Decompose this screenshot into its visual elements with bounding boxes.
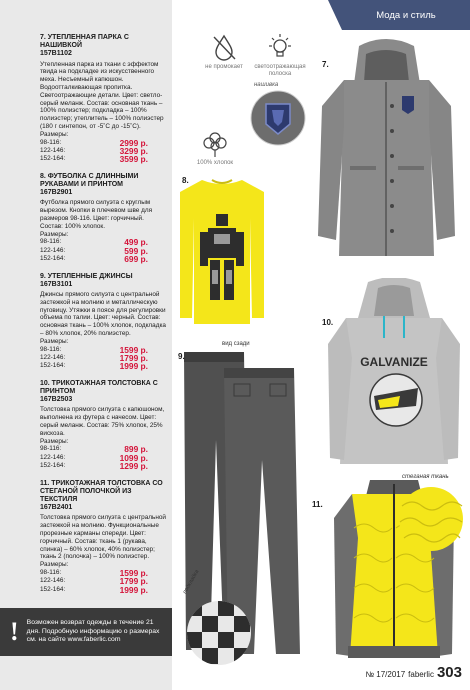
- product-number-8: 8.: [182, 176, 189, 185]
- quilted-label: стеганая ткань: [402, 474, 449, 480]
- product-item: [40, 34, 166, 164]
- product-code: 167B2503: [40, 396, 73, 404]
- waterproof-label: не промокает: [205, 64, 243, 70]
- patch-label: нашивка: [254, 82, 279, 88]
- price: 1299 р.: [119, 461, 148, 472]
- size-range: 98-116:: [40, 345, 62, 353]
- yellow-tshirt-image: [178, 178, 266, 326]
- size-range: 152-164:: [40, 585, 66, 593]
- product-title: 9. УТЕПЛЕННЫЕ ДЖИНСЫ: [40, 272, 133, 280]
- product-description: Футболка прямого силуэта с круглым вырезом. Кнопки в плечевом шве для размеров 98-116. Цвет: горчичный. Состав: 100% хлопок.: [40, 199, 153, 230]
- price-row: [40, 155, 148, 163]
- waterproof-feature: [196, 32, 252, 71]
- product-number-11: 11.: [312, 500, 323, 509]
- product-title: 8. ФУТБОЛКА С ДЛИННЫМИ РУКАВАМИ И ПРИНТОМ: [40, 172, 139, 188]
- product-number-7: 7.: [322, 60, 329, 69]
- product-item: [40, 273, 166, 371]
- product-code: 167B2901: [40, 189, 73, 197]
- section-header: [342, 0, 470, 30]
- svg-text:GALVANIZE: GALVANIZE: [360, 355, 428, 369]
- notice-text: Возможен возврат одежды в течение 21 дня. Подробную информацию о размерах см. на сайте www.faberlic.com: [26, 619, 160, 644]
- lining-fabric-closeup: [186, 600, 252, 666]
- price: 1599 р.: [119, 568, 148, 579]
- reflective-label: светоотражающая полоска: [254, 64, 306, 77]
- quilted-fabric-closeup: [398, 486, 464, 552]
- return-notice: [0, 608, 172, 656]
- product-description: Джинсы прямого силуэта с центральной застежкой на молнию и металлическую пуговицу. Утяжки в поясе для регулировки объема по талии. Цвет: черный. Состав: основная ткань – 100% хлопок, подкладка – 80% хлопок, 20% полиэстер.: [40, 291, 166, 337]
- price: 1099 р.: [119, 452, 148, 463]
- size-range: 122-146:: [40, 453, 66, 461]
- parka-image: [314, 36, 459, 266]
- lining-label: подкладка: [182, 568, 201, 595]
- price-row: [40, 462, 148, 470]
- sizes-label: Размеры:: [40, 561, 69, 569]
- sizes-label: Размеры:: [40, 337, 69, 345]
- sizes-label: Размеры:: [40, 437, 69, 445]
- price: 1999 р.: [119, 361, 148, 372]
- size-range: 98-116:: [40, 138, 62, 146]
- size-range: 122-146:: [40, 577, 66, 585]
- product-description: Толстовка прямого силуэта с капюшоном, выполнена из футера с начесом. Цвет: серый меланж. Состав: 75% хлопок, 25% вискоза.: [40, 406, 165, 437]
- gray-hoodie-image: [326, 278, 462, 470]
- page-number: 303: [436, 664, 462, 681]
- price: 699 р.: [124, 254, 148, 265]
- price: 1999 р.: [119, 584, 148, 595]
- product-item: [40, 380, 166, 471]
- product-number-10: 10.: [322, 318, 334, 327]
- back-view-label: вид сзади: [222, 341, 250, 347]
- size-range: 152-164:: [40, 462, 66, 470]
- lightbulb-icon: [265, 32, 295, 62]
- cotton-label: 100% хлопок: [196, 160, 234, 166]
- price: 499 р.: [124, 237, 148, 248]
- price-row: [40, 362, 148, 370]
- price-row: [40, 255, 148, 263]
- product-code: 157B1102: [40, 50, 72, 58]
- product-description: Утепленная парка из ткани с эффектом твида на подкладке из искусственного меха. Несъемный капюшон. Водоотталкивающая пропитка. Светоотражающие детали. Цвет: светло-серый меланж. Состав: основная ткань – 100% полиэстер; подкладка – 100% полиэстер; утеплитель – 100% полиэстер (180 г синтепон, от -5˚С до -15˚С).: [40, 60, 164, 130]
- product-item: [40, 173, 166, 264]
- product-item: [40, 480, 166, 595]
- size-range: 98-116:: [40, 445, 62, 453]
- sizes-label: Размеры:: [40, 130, 69, 138]
- size-range: 98-116:: [40, 238, 62, 246]
- size-range: 98-116:: [40, 569, 62, 577]
- sizes-label: Размеры:: [40, 230, 69, 238]
- product-title: 7. УТЕПЛЕННАЯ ПАРКА С НАШИВКОЙ: [40, 34, 129, 50]
- size-range: 152-164:: [40, 362, 66, 370]
- size-range: 122-146:: [40, 354, 66, 361]
- size-range: 122-146:: [40, 246, 66, 254]
- product-title: 10. ТРИКОТАЖНАЯ ТОЛСТОВКА С ПРИНТОМ: [40, 379, 158, 396]
- issue-number: № 17/2017: [365, 670, 406, 679]
- price: 599 р.: [124, 245, 148, 256]
- price: 899 р.: [124, 444, 148, 455]
- price-row: [40, 586, 148, 594]
- product-code: 167B2401: [40, 504, 73, 512]
- size-range: 152-164:: [40, 255, 66, 263]
- product-description: Толстовка прямого силуэта с центральной застежкой на молнию. Функциональные прорезные карманы спереди. Цвет: горчичный. Состав: ткань 1 (рукава, спинка) – 60% хлопок, 40% полиэстер; ткань 2 (полочка) – 100% полиэстер.: [40, 514, 166, 561]
- size-range: 152-164:: [40, 155, 66, 163]
- cotton-flower-icon: [200, 128, 230, 158]
- page-footer: [365, 664, 462, 681]
- price: 3599 р.: [119, 154, 148, 165]
- exclamation-icon: !: [10, 617, 19, 646]
- patch-closeup-image: [250, 90, 306, 146]
- price: 1799 р.: [119, 576, 148, 587]
- price: 1799 р.: [119, 353, 148, 363]
- product-number-9: 9.: [178, 352, 185, 361]
- reflective-feature: [250, 32, 310, 77]
- price: 1599 р.: [119, 344, 148, 355]
- product-code: 167B3101: [40, 280, 73, 288]
- section-title: Мода и стиль: [376, 9, 436, 21]
- product-title: 11. ТРИКОТАЖНАЯ ТОЛСТОВКА СО СТЕГАНОЙ ПОЛОЧКОЙ ИЗ ТЕКСТИЛЯ: [40, 479, 163, 504]
- size-range: 122-146:: [40, 146, 66, 154]
- product-description-column: [0, 0, 172, 690]
- header-notch: [328, 0, 342, 30]
- cotton-feature: [190, 128, 240, 167]
- price: 3299 р.: [119, 145, 148, 156]
- brand-name: faberlic: [408, 670, 434, 679]
- water-drop-crossed-icon: [209, 32, 239, 62]
- price: 2999 р.: [119, 137, 148, 148]
